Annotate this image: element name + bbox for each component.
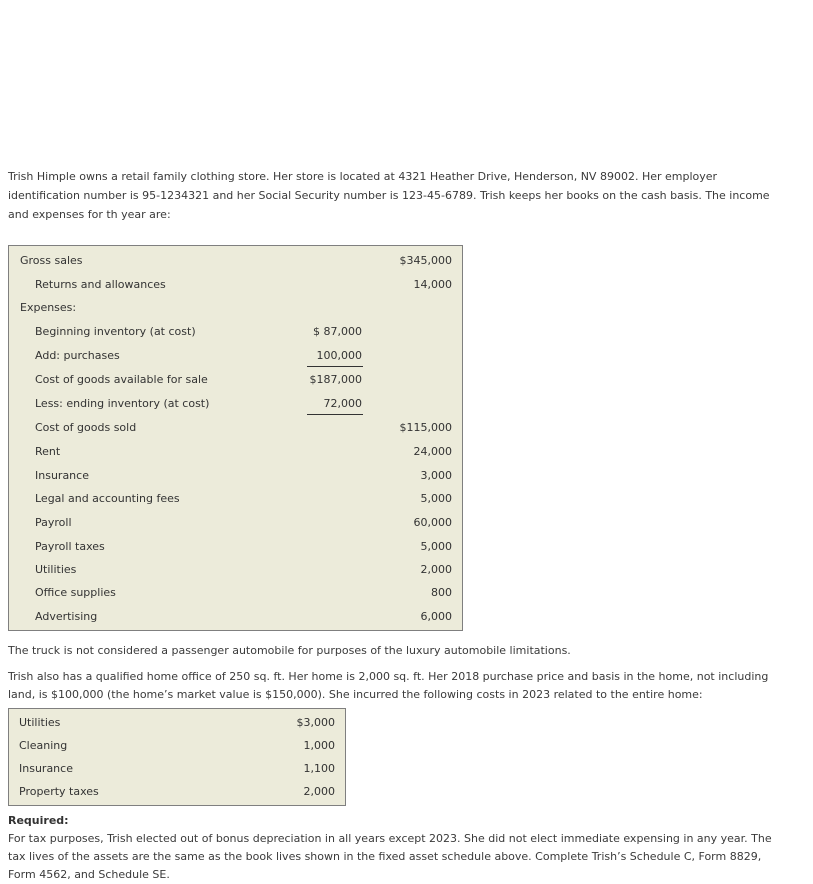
table-row <box>9 540 462 560</box>
table-row <box>9 516 462 536</box>
payroll-value: 60,000 <box>413 516 452 529</box>
payroll-label: Payroll <box>35 516 72 529</box>
subtotal-underline <box>307 366 363 367</box>
home-cost-label: Insurance <box>19 762 73 775</box>
legal-label: Legal and accounting fees <box>35 492 180 505</box>
table-row <box>9 586 462 606</box>
table-row <box>9 492 462 512</box>
ending-inventory-value: 72,000 <box>323 397 362 410</box>
office-supplies-value: 800 <box>431 586 452 599</box>
gross-sales-label: Gross sales <box>20 254 83 267</box>
rent-label: Rent <box>35 445 61 458</box>
table-row <box>9 301 462 321</box>
table-row <box>9 254 462 274</box>
cogs-value: $115,000 <box>399 421 452 434</box>
rent-value: 24,000 <box>413 445 452 458</box>
returns-label: Returns and allowances <box>35 278 166 291</box>
ending-inventory-label: Less: ending inventory (at cost) <box>35 397 210 410</box>
legal-value: 5,000 <box>420 492 452 505</box>
required-title: Required: <box>8 814 69 827</box>
insurance-value: 3,000 <box>420 469 452 482</box>
table-row <box>9 421 462 441</box>
payroll-taxes-label: Payroll taxes <box>35 540 105 553</box>
required-text: For tax purposes, Trish elected out of bonus depreciation in all years except 2023. She did not elect immediate expensing in any year. The tax lives of the assets are the same as the book lives shown in the fixed asset schedule above. Complete Trish’s Schedule C, Form 8829, Form 4562, and Schedule SE. <box>8 832 772 881</box>
intro-paragraph: Trish Himple owns a retail family clothing store. Her store is located at 4321 Heather Drive, Henderson, NV 89002. Her employer identification number is 95-1234321 and her Social Security number is 123-45-6789. Trish keeps her books on the cash basis. The income and expenses for th year are: <box>8 170 770 221</box>
expenses-heading: Expenses: <box>20 301 77 314</box>
advertising-value: 6,000 <box>420 610 452 623</box>
goods-available-value: $187,000 <box>309 373 362 386</box>
table-row <box>9 278 462 298</box>
table-row <box>9 563 462 583</box>
returns-value: 14,000 <box>413 278 452 291</box>
home-cost-label: Cleaning <box>19 739 68 752</box>
truck-note: The truck is not considered a passenger automobile for purposes of the luxury automobile limitations. <box>8 644 571 657</box>
utilities-value: 2,000 <box>420 563 452 576</box>
home-cost-value: 1,100 <box>303 762 335 775</box>
table-row <box>9 469 462 489</box>
purchases-label: Add: purchases <box>35 349 120 362</box>
table-row <box>9 325 462 345</box>
table-row <box>9 762 345 782</box>
office-supplies-label: Office supplies <box>35 586 116 599</box>
home-office-paragraph: Trish also has a qualified home office of 250 sq. ft. Her home is 2,000 sq. ft. Her 2018 purchase price and basis in the home, not including land, is $100,000 (the home’s market value is $150,000). She incurred the following costs in 2023 related to the entire home: <box>8 670 769 701</box>
cogs-label: Cost of goods sold <box>35 421 137 434</box>
required-section <box>8 812 778 884</box>
utilities-label: Utilities <box>35 563 77 576</box>
home-cost-label: Property taxes <box>19 785 99 798</box>
beginning-inventory-label: Beginning inventory (at cost) <box>35 325 196 338</box>
table-row <box>9 445 462 465</box>
table-row <box>9 785 345 805</box>
table-row <box>9 349 462 369</box>
table-row <box>9 397 462 417</box>
gross-sales-value: $345,000 <box>399 254 452 267</box>
home-costs-table <box>8 708 346 806</box>
subtotal-underline <box>307 414 363 415</box>
table-row <box>9 610 462 630</box>
income-expense-table <box>8 245 463 631</box>
table-row <box>9 739 345 759</box>
table-row <box>9 373 462 393</box>
goods-available-label: Cost of goods available for sale <box>35 373 208 386</box>
home-cost-label: Utilities <box>19 716 61 729</box>
table-row <box>9 716 345 736</box>
insurance-label: Insurance <box>35 469 89 482</box>
beginning-inventory-value: $ 87,000 <box>313 325 362 338</box>
purchases-value: 100,000 <box>316 349 362 362</box>
home-cost-value: $3,000 <box>296 716 335 729</box>
home-cost-value: 1,000 <box>303 739 335 752</box>
advertising-label: Advertising <box>35 610 98 623</box>
home-cost-value: 2,000 <box>303 785 335 798</box>
payroll-taxes-value: 5,000 <box>420 540 452 553</box>
